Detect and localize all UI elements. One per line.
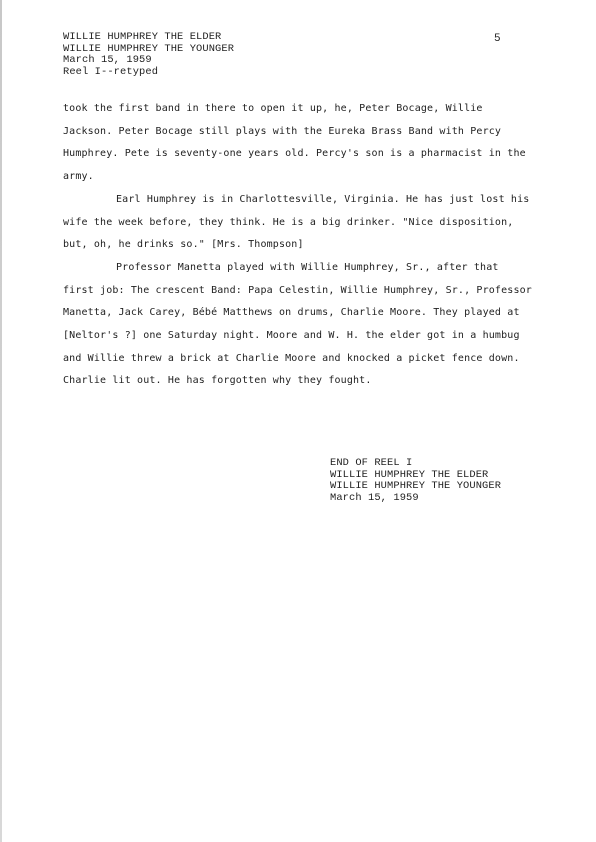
header-line-3: March 15, 1959: [63, 54, 152, 67]
header-line-4: Reel I--retyped: [63, 66, 159, 79]
page-number: 5: [494, 33, 501, 45]
header-line-1: WILLIE HUMPHREY THE ELDER: [63, 31, 222, 43]
footer-line-4: March 15, 1959: [330, 492, 419, 505]
footer-block: [330, 458, 501, 505]
paragraph-2: Earl Humphrey is in Charlottesville, Virginia. He has just lost his wife the week before, they think. He is a big drinker. "Nice disposition, but, oh, he drinks so." [Mrs. Thompson]: [63, 193, 530, 251]
footer-line-3: WILLIE HUMPHREY THE YOUNGER: [330, 480, 502, 493]
header-line-2: WILLIE HUMPHREY THE YOUNGER: [63, 42, 235, 55]
body-text: [63, 98, 533, 393]
paragraph-3: Professor Manetta played with Willie Humphrey, Sr., after that first job: The crescent Band: Papa Celestin, Willie Humphrey, Sr., Professor Manetta, Jack Carey, Bébé Matthews on drums, Charlie Moore. They played at [Neltor's ?] one Saturday night. Moore and W. H. the elder got in a humbug and Willie threw a brick at Charlie Moore and knocked a picket fence down. Charlie lit out. He has forgotten why they fought.: [63, 261, 532, 387]
paragraph-1: took the first band in there to open it up, he, Peter Bocage, Willie Jackson. Peter Bocage still plays with the Eureka Brass Band with Percy Humphrey. Pete is seventy-one years old. Percy's son is a pharmacist in the army.: [63, 103, 526, 183]
scan-edge: [0, 0, 2, 842]
footer-line-2: WILLIE HUMPHREY THE ELDER: [330, 468, 489, 481]
header-block: [63, 32, 234, 79]
footer-line-1: END OF REEL I: [330, 457, 413, 469]
